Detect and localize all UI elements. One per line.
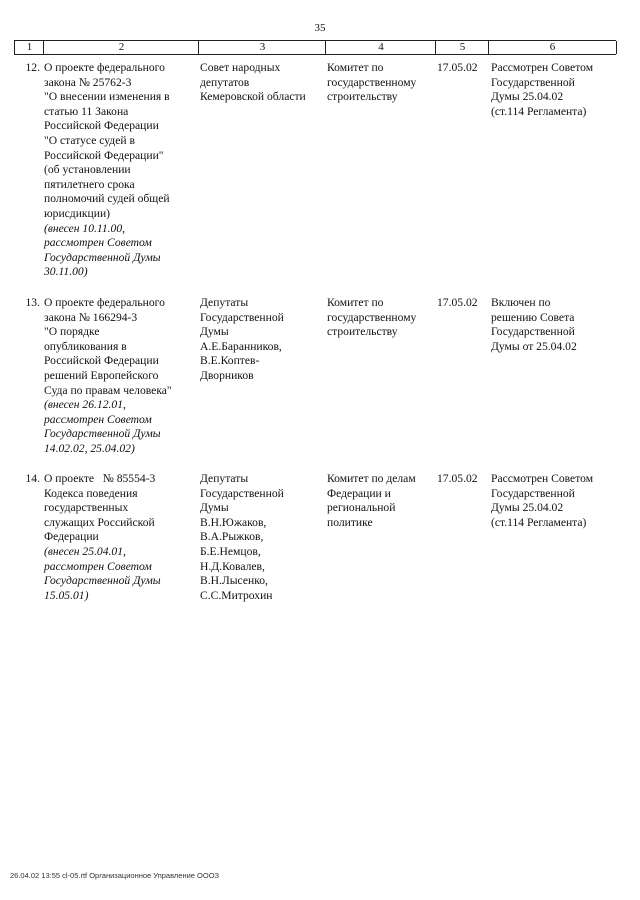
bill-note: 30.11.00) [44,265,88,279]
date: 17.05.02 [437,61,478,74]
initiator-line: Депутаты [200,472,249,485]
header-col-5: 5 [435,41,489,54]
status-line: решению Совета [491,310,575,324]
initiator-line: В.Н.Южаков, [200,515,267,529]
bill-note: 15.05.01) [44,588,89,602]
bill-description [44,472,198,603]
initiator [200,296,326,384]
bill-line: О проекте № 85554-3 [44,472,156,485]
bill-note: Государственной Думы [44,574,161,588]
bill-line: Российской Федерации [44,354,159,368]
bill-note: (внесен 25.04.01, [44,544,126,558]
bill-note: рассмотрен Советом [44,559,152,573]
initiator-line: В.Н.Лысенко, [200,574,268,588]
committee-line: региональной [327,501,396,515]
bill-note: (внесен 10.11.00, [44,221,126,235]
committee-line: Федерации и [327,486,391,500]
committee [327,472,437,530]
committee-line: строительству [327,90,398,104]
bill-line: Российской Федерации [44,119,159,133]
bill-line: "О статусе судей в [44,133,135,147]
initiator [200,61,326,105]
initiator-line: Государственной [200,310,284,324]
bill-note: рассмотрен Советом [44,236,152,250]
committee-line: государственному [327,75,417,89]
committee-line: государственному [327,310,417,324]
initiator-line: Думы [200,325,229,339]
initiator-line: С.С.Митрохин [200,588,273,602]
initiator-line: В.А.Рыжков, [200,530,264,544]
bill-description [44,61,198,280]
table-header [14,40,616,55]
bill-line: "О порядке [44,325,100,339]
status-line: Государственной [491,75,575,89]
bill-line: О проекте федерального [44,296,165,309]
bill-line: статью 11 Закона [44,104,129,118]
date: 17.05.02 [437,472,478,485]
initiator-line: Думы [200,501,229,515]
header-col-1: 1 [14,41,44,54]
bill-line: Суда по правам человека" [44,383,172,397]
initiator-line: В.Е.Коптев- [200,354,260,368]
bill-line: О проекте федерального [44,61,165,74]
status [491,61,615,119]
initiator-line: Б.Е.Немцов, [200,544,261,558]
bill-line: Кодекса поведения [44,486,138,500]
header-col-6: 6 [488,41,617,54]
bill-line: Федерации [44,530,99,544]
initiator-line: депутатов [200,75,250,89]
committee-line: строительству [327,325,398,339]
footer-meta: 26.04.02 13:55 cl-05.rtf Организационное Управление ОООЗ [10,871,220,880]
bill-note: Государственной Думы [44,427,161,441]
bill-line: государственных [44,501,129,515]
header-col-3: 3 [198,41,326,54]
committee-line: Комитет по делам [327,472,416,485]
bill-line: пятилетнего срока [44,177,135,191]
bill-line: закона № 25762-3 [44,75,132,89]
bill-line: юрисдикции) [44,206,111,220]
initiator-line: Депутаты [200,296,249,309]
bill-note: 14.02.02, 25.04.02) [44,441,135,455]
status-line: Государственной [491,486,575,500]
status-line: Думы от 25.04.02 [491,339,577,353]
status-line: (ст.114 Регламента) [491,104,587,118]
header-col-4: 4 [325,41,436,54]
row-number: 13. [25,296,40,309]
initiator-line: Государственной [200,486,284,500]
bill-line: "О внесении изменения в [44,90,170,104]
status-line: (ст.114 Регламента) [491,515,587,529]
bill-description [44,296,198,457]
initiator [200,472,326,603]
committee-line: политике [327,515,373,529]
bill-line: (об установлении [44,163,131,177]
status [491,296,615,354]
status-line: Думы 25.04.02 [491,90,564,104]
initiator-line: Совет народных [200,61,281,74]
initiator-line: Кемеровской области [200,90,306,104]
bill-line: решений Европейского [44,368,159,382]
row-number: 12. [25,61,40,74]
committee [327,296,437,340]
committee-line: Комитет по [327,61,384,74]
bill-line: Российской Федерации" [44,148,164,162]
bill-note: Государственной Думы [44,250,161,264]
initiator-line: Дворников [200,368,254,382]
page-number: 35 [314,22,326,34]
bill-line: полномочий судей общей [44,192,170,206]
bill-note: рассмотрен Советом [44,412,152,426]
bill-line: опубликования в [44,339,127,353]
initiator-line: А.Е.Баранников, [200,339,282,353]
initiator-line: Н.Д.Ковалев, [200,559,265,573]
status-line: Рассмотрен Советом [491,61,594,74]
bill-line: закона № 166294-3 [44,310,138,324]
status-line: Рассмотрен Советом [491,472,594,485]
header-col-2: 2 [43,41,199,54]
status-line: Думы 25.04.02 [491,501,564,515]
row-number: 14. [25,472,40,485]
bill-line: служащих Российской [44,515,155,529]
bill-note: (внесен 26.12.01, [44,398,126,412]
status-line: Включен по [491,296,551,309]
date: 17.05.02 [437,296,478,309]
status [491,472,615,530]
committee-line: Комитет по [327,296,384,309]
status-line: Государственной [491,325,575,339]
committee [327,61,437,105]
